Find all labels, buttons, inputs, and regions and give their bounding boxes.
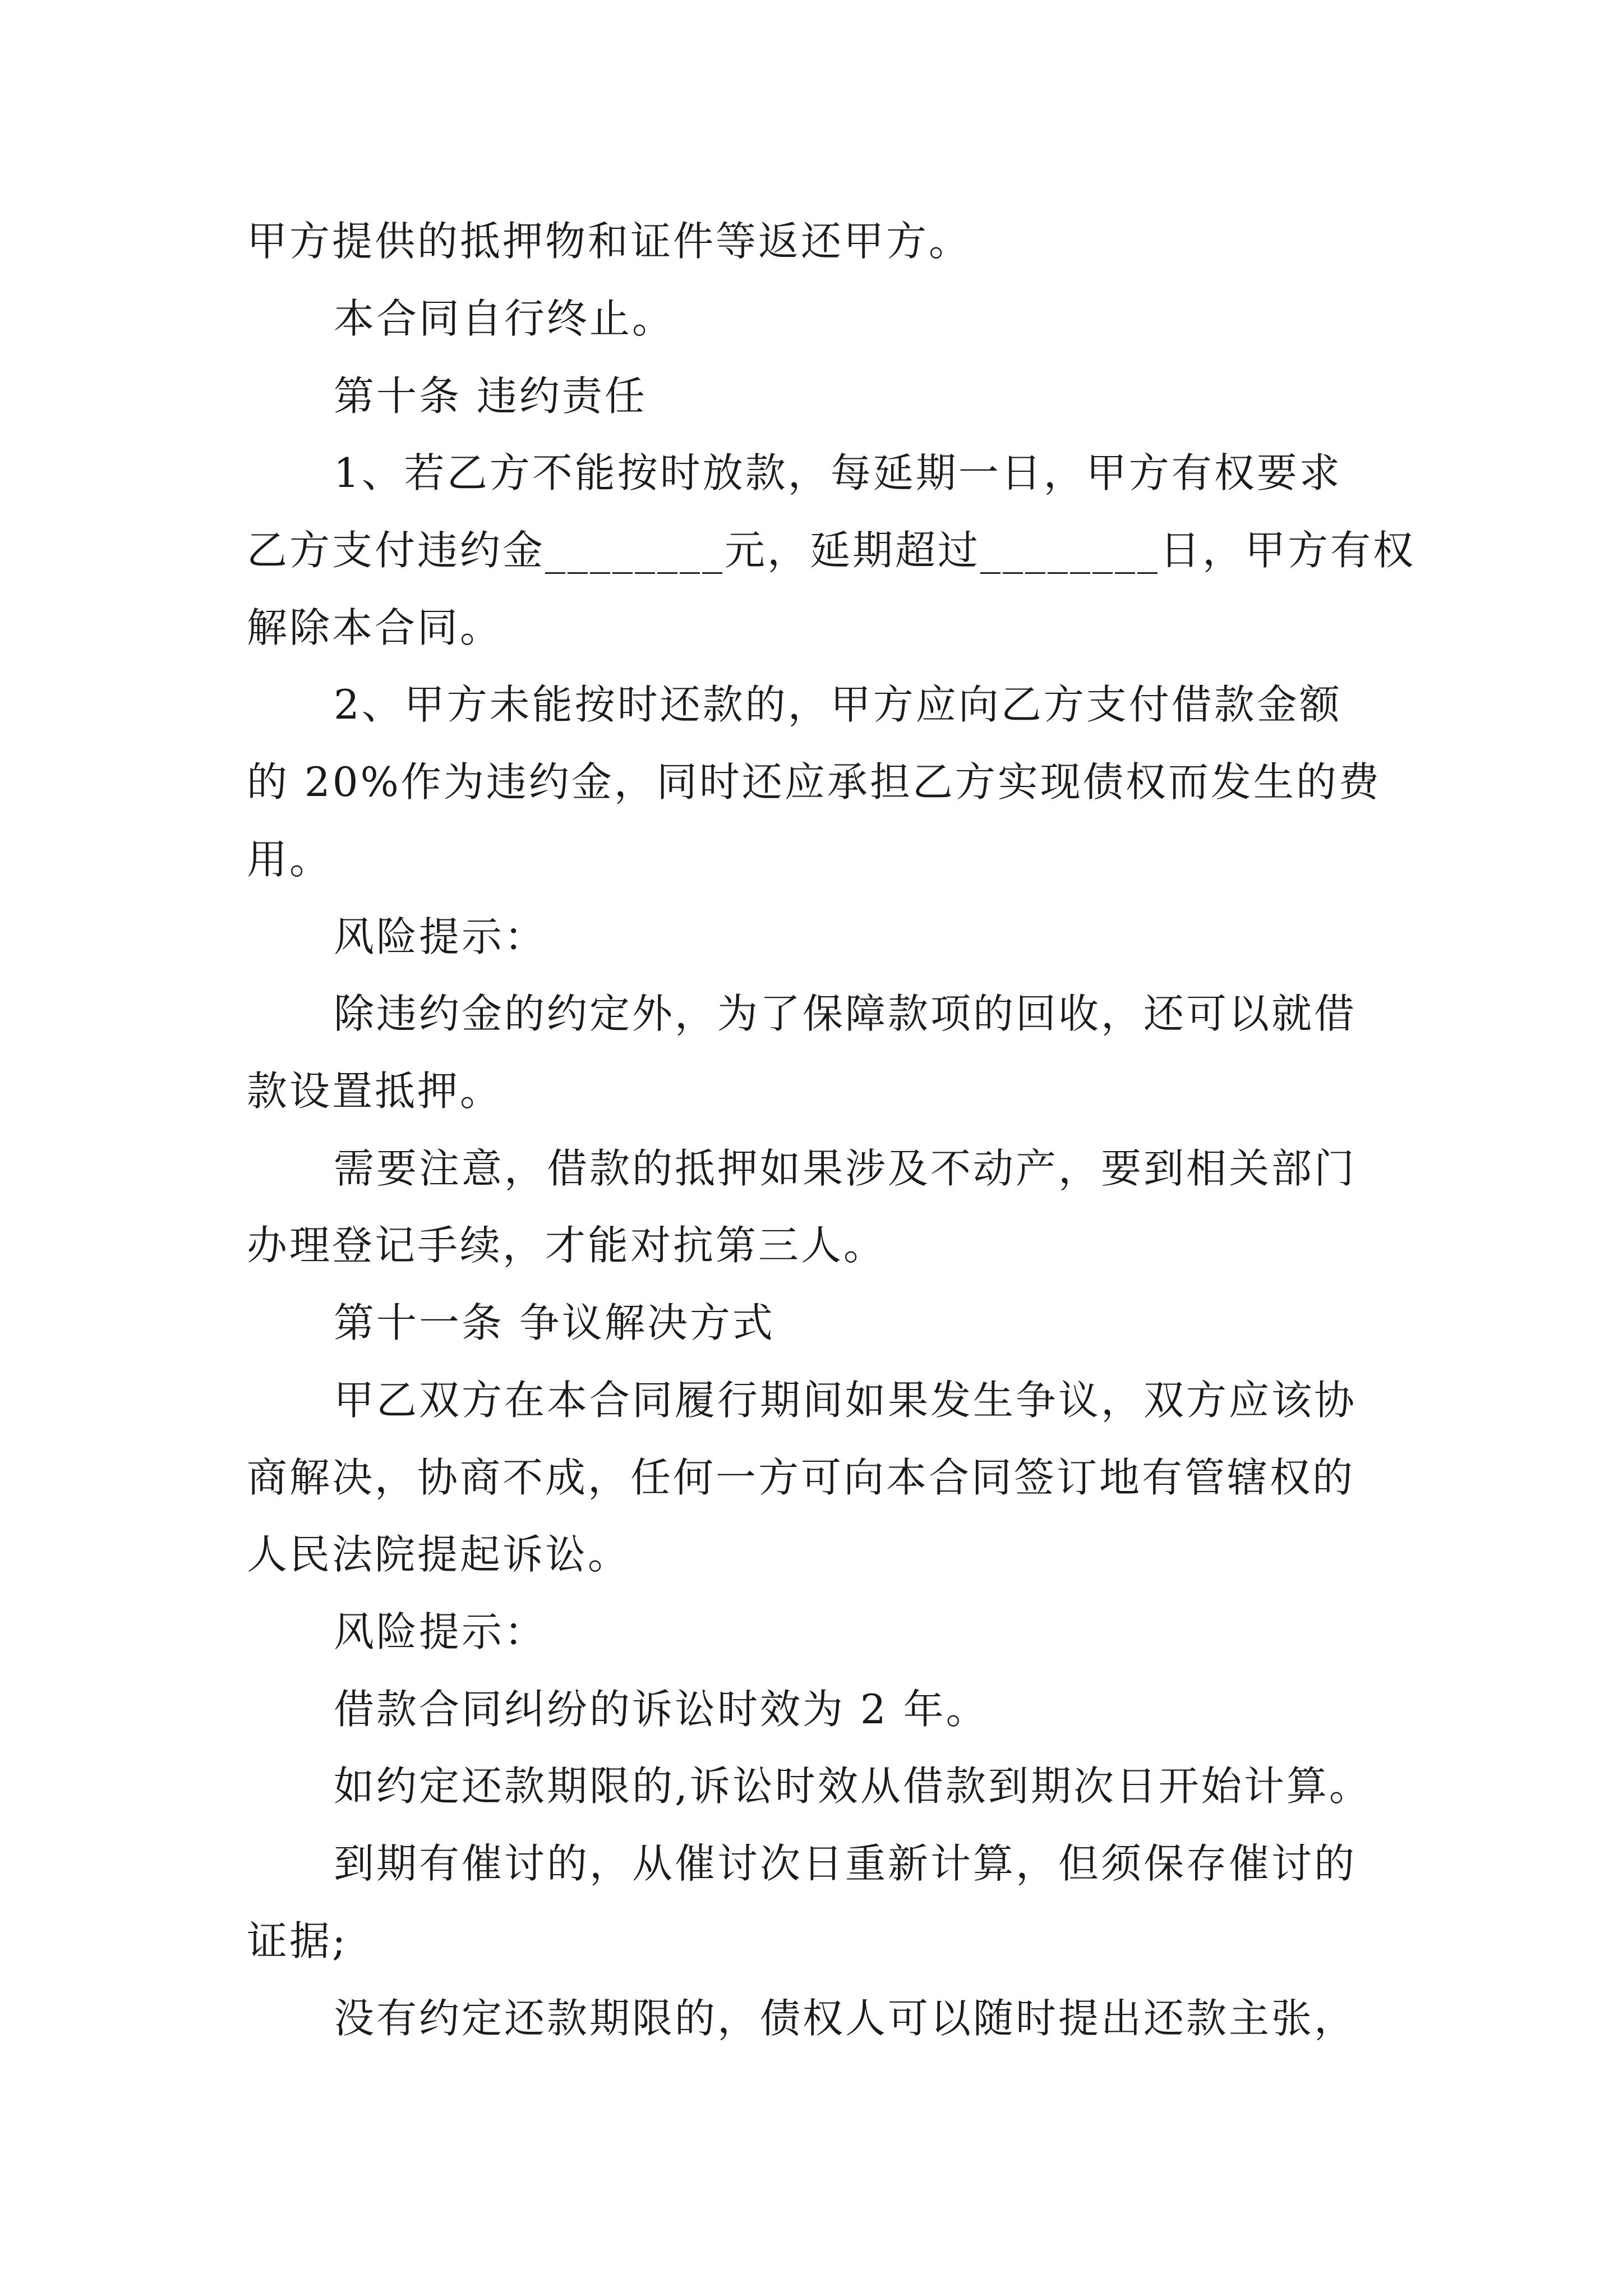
paragraph-line: 用。	[247, 836, 333, 883]
paragraph-line: 借款合同纠纷的诉讼时效为 2 年。	[334, 1686, 989, 1733]
paragraph-line: 人民法院提起诉讼。	[247, 1531, 631, 1578]
paragraph-line: 商解决，协商不成，任何一方可向本合同签订地有管辖权的	[247, 1454, 1355, 1501]
paragraph-line: 甲乙双方在本合同履行期间如果发生争议，双方应该协	[334, 1377, 1357, 1424]
paragraph-line: 如约定还款期限的,诉讼时效从借款到期次日开始计算。	[334, 1763, 1372, 1810]
paragraph-line: 的 20%作为违约金，同时还应承担乙方实现债权而发生的费	[247, 758, 1381, 806]
risk-tip-heading: 风险提示：	[334, 913, 547, 960]
risk-tip-heading: 风险提示：	[334, 1608, 547, 1655]
section-heading-11: 第十一条 争议解决方式	[334, 1299, 775, 1346]
paragraph-line: 乙方支付违约金________元，延期超过________日，甲方有权	[247, 527, 1416, 574]
paragraph-line: 没有约定还款期限的，债权人可以随时提出还款主张，	[334, 1995, 1357, 2042]
paragraph-line: 办理登记手续，才能对抗第三人。	[247, 1222, 887, 1269]
paragraph-line: 本合同自行终止。	[334, 295, 675, 342]
paragraph-line: 1、若乙方不能按时放款，每延期一日，甲方有权要求	[334, 449, 1342, 496]
paragraph-line: 除违约金的约定外，为了保障款项的回收，还可以就借	[334, 990, 1357, 1037]
paragraph-line: 甲方提供的抵押物和证件等返还甲方。	[247, 218, 972, 265]
paragraph-line: 2、甲方未能按时还款的，甲方应向乙方支付借款金额	[334, 681, 1342, 728]
paragraph-line: 需要注意，借款的抵押如果涉及不动产，要到相关部门	[334, 1145, 1357, 1192]
paragraph-line: 到期有催讨的，从催讨次日重新计算，但须保存催讨的	[334, 1840, 1357, 1887]
section-heading-10: 第十条 违约责任	[334, 372, 647, 420]
paragraph-line: 款设置抵押。	[247, 1068, 503, 1115]
paragraph-line: 解除本合同。	[247, 604, 503, 651]
paragraph-line: 证据;	[247, 1917, 348, 1964]
